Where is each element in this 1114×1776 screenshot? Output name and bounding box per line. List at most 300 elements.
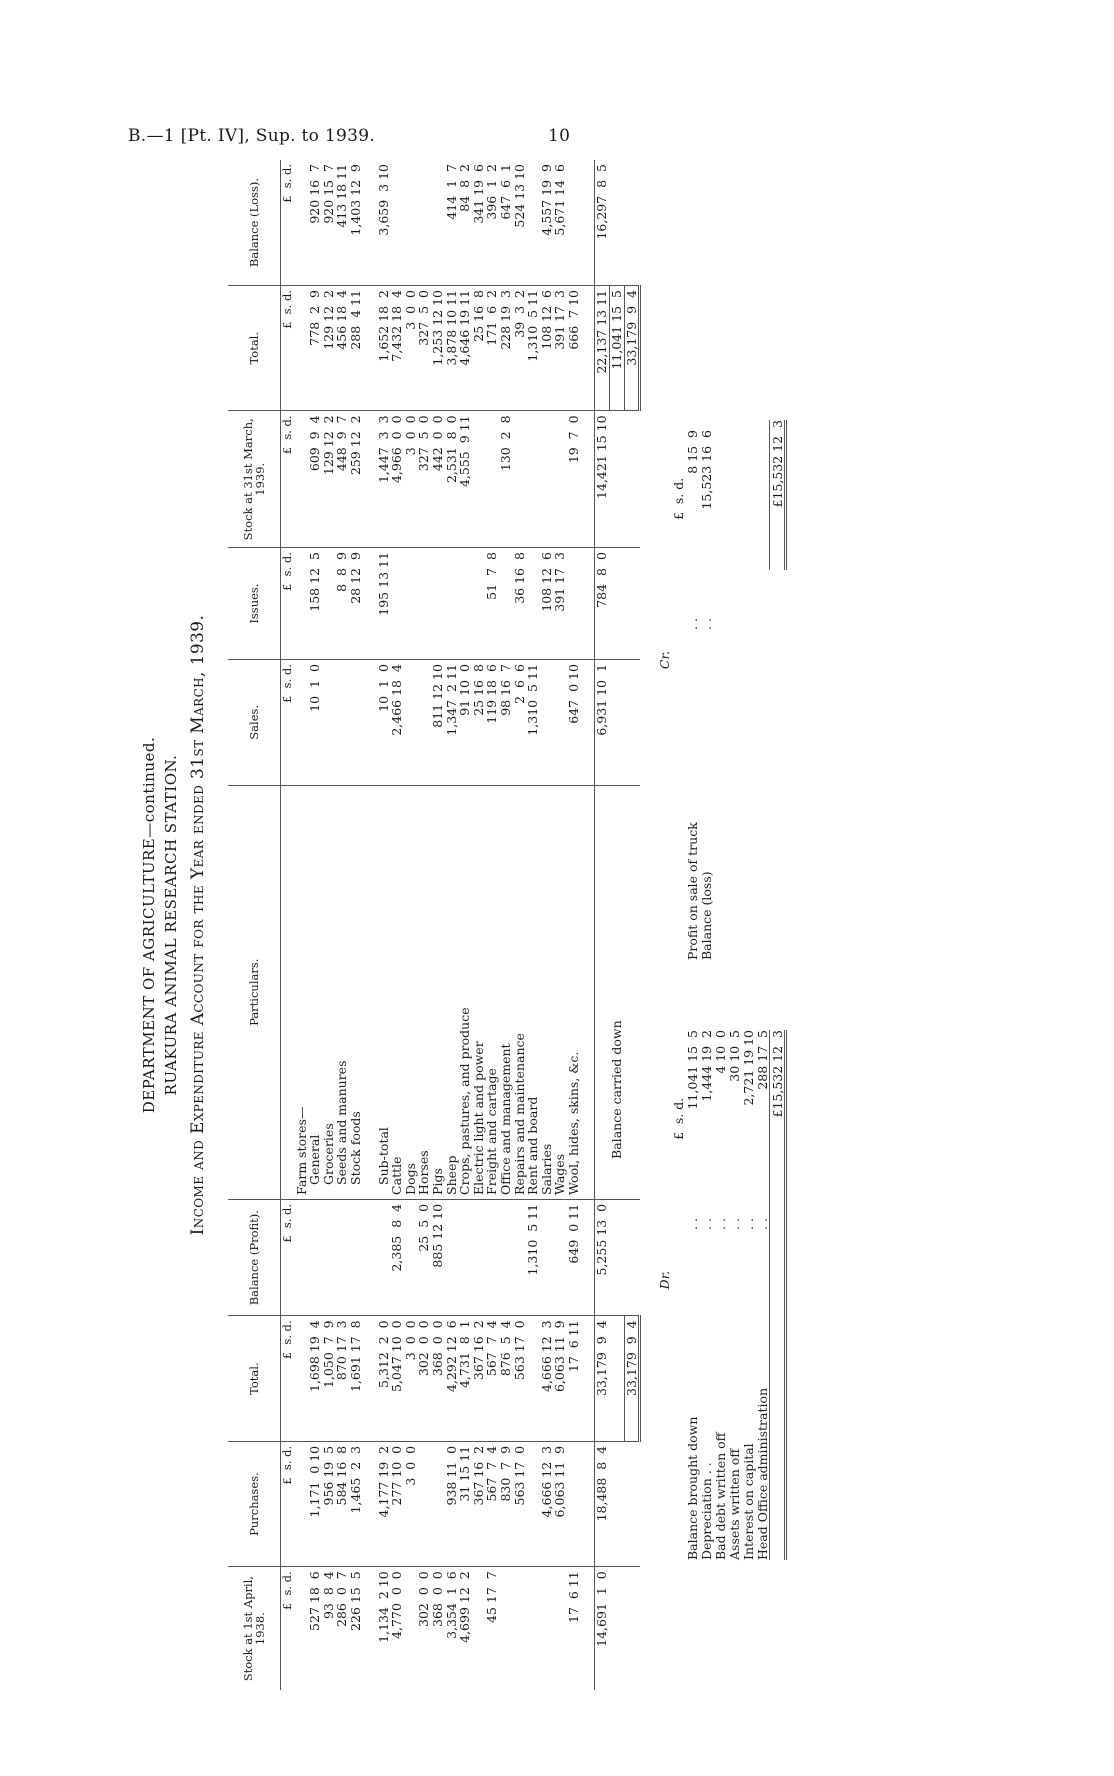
dr-label: Assets written off [727, 1448, 742, 1560]
dr-amount: 1,444 19 2 [699, 1030, 714, 1102]
amount-cell [580, 1567, 595, 1690]
amount-cell [349, 660, 363, 785]
amount-cell: 33,179 9 4 [595, 1316, 610, 1441]
amount-cell [610, 1316, 625, 1441]
amount-cell: 5,671 14 6 [553, 160, 567, 286]
amount-cell: 1,310 5 11 [526, 1199, 540, 1315]
amount-cell [540, 660, 554, 785]
amount-cell [363, 660, 377, 785]
amount-cell [526, 1316, 540, 1441]
amount-cell: 4,177 19 2 [377, 1441, 391, 1566]
amount-cell: 302 0 0 [417, 1316, 431, 1441]
amount-cell [580, 160, 595, 286]
amount-cell: 302 0 0 [416, 1571, 432, 1627]
amount-cell: 1,447 3 3 [377, 411, 391, 548]
amount-cell [610, 660, 625, 785]
particulars-cell: Dogs [404, 785, 418, 1199]
amount-cell [567, 1441, 581, 1566]
dr-label: Balance brought down [685, 1416, 700, 1560]
amount-cell: 6,063 11 9 [553, 1316, 567, 1441]
amount-cell: 2,466 18 4 [390, 660, 404, 785]
amount-cell: 1,347 2 11 [445, 660, 459, 785]
amount-cell: 584 16 8 [335, 1441, 349, 1566]
amount-cell [526, 548, 540, 660]
amount-cell [417, 548, 431, 660]
amount-cell [349, 1199, 363, 1315]
table-row [499, 160, 513, 1690]
amount-cell [322, 1199, 336, 1315]
amount-cell: 4,646 19 11 [458, 286, 472, 411]
table-row [624, 160, 640, 1690]
leader-dots: . . [755, 1218, 770, 1230]
dr-label: Bad debt written off [713, 1432, 728, 1560]
amount-cell: 391 17 3 [553, 286, 567, 411]
column-header: Purchases. [228, 1441, 281, 1566]
amount-cell: 563 17 0 [513, 1441, 527, 1566]
particulars-cell: Pigs [431, 785, 445, 1199]
dr-amount: 4 10 0 [713, 1030, 728, 1074]
table-row [417, 160, 431, 1690]
amount-cell: 3,354 1 6 [443, 1571, 459, 1639]
particulars-cell [363, 785, 377, 1199]
table-row [431, 160, 445, 1690]
amount-cell: 368 0 0 [431, 1316, 445, 1441]
dr-row [741, 1000, 755, 1560]
dr-row [685, 1000, 699, 1560]
table-row [308, 160, 322, 1690]
amount-cell: 920 16 7 [308, 160, 322, 286]
amount-cell: 1,310 5 11 [526, 660, 540, 785]
amount-cell [404, 660, 418, 785]
amount-cell [472, 1567, 486, 1690]
amount-cell [610, 1441, 625, 1566]
table-row [404, 160, 418, 1690]
amount-cell: 129 12 2 [322, 286, 336, 411]
amount-cell: 16,297 8 5 [595, 160, 610, 286]
amount-cell [513, 1567, 527, 1690]
amount-cell [624, 1441, 640, 1566]
table-row [540, 160, 554, 1690]
column-header-row [228, 160, 281, 1690]
column-header: Total. [228, 1316, 281, 1441]
amount-cell: 33,179 9 4 [624, 286, 640, 411]
amount-cell [363, 548, 377, 660]
account-body [295, 160, 640, 1690]
amount-cell [553, 660, 567, 785]
amount-cell: 130 2 8 [499, 411, 513, 548]
amount-cell: 6,063 11 9 [553, 1441, 567, 1566]
amount-cell: 956 19 5 [322, 1441, 336, 1566]
amount-cell [458, 548, 472, 660]
rotated-account-page [140, 160, 1100, 1690]
column-header: Total. [228, 286, 281, 411]
amount-cell: 286 0 7 [334, 1571, 350, 1627]
leader-dots: . . [713, 1218, 728, 1230]
amount-cell [295, 286, 309, 411]
amount-cell: 7,432 18 4 [390, 286, 404, 411]
amount-cell [567, 160, 581, 286]
amount-cell [335, 1199, 349, 1315]
amount-cell: 129 12 2 [322, 411, 336, 548]
credit-column [657, 360, 713, 960]
amount-cell [295, 160, 309, 286]
amount-cell [580, 411, 595, 548]
amount-cell: 567 7 4 [485, 1441, 499, 1566]
amount-cell: 938 11 0 [445, 1441, 459, 1566]
amount-cell: 14,421 15 10 [595, 411, 610, 548]
amount-cell: 563 17 0 [513, 1316, 527, 1441]
currency-label: £ s. d. [281, 411, 295, 548]
amount-cell [308, 1199, 322, 1315]
amount-cell: 17 6 11 [567, 1316, 581, 1441]
amount-cell: 4,770 0 0 [389, 1571, 405, 1639]
account-title: Income and Expenditure Account for the Year ended 31st March, 1939. [188, 614, 208, 1236]
dr-heading: Dr. [657, 1270, 672, 1290]
amount-cell: 18,488 8 4 [595, 1441, 610, 1566]
amount-cell: 1,171 0 10 [308, 1441, 322, 1566]
amount-cell: 1,310 5 11 [526, 286, 540, 411]
leader-dots: . . [741, 1218, 756, 1230]
amount-cell: 4,292 12 6 [445, 1316, 459, 1441]
table-row [363, 160, 377, 1690]
cr-amount: 15,523 16 6 [699, 430, 714, 510]
amount-cell [431, 1441, 445, 1566]
amount-cell: 413 18 11 [335, 160, 349, 286]
table-row [567, 160, 581, 1690]
amount-cell: 3 0 0 [404, 411, 418, 548]
particulars-cell: Farm stores— [295, 785, 309, 1199]
particulars-cell: Office and management [499, 785, 513, 1199]
table-row [458, 160, 472, 1690]
particulars-cell: Repairs and maintenance [513, 785, 527, 1199]
amount-cell: 367 16 2 [472, 1441, 486, 1566]
amount-cell: 1,050 7 9 [322, 1316, 336, 1441]
amount-cell: 10 1 0 [377, 660, 391, 785]
amount-cell [390, 548, 404, 660]
table-row [445, 160, 459, 1690]
dr-row [727, 1000, 741, 1560]
amount-cell [363, 1441, 377, 1566]
amount-cell: 22,137 13 11 [595, 286, 610, 411]
amount-cell: 1,403 12 9 [349, 160, 363, 286]
column-header: Stock at 31st March, 1939. [228, 411, 281, 548]
table-row [349, 160, 363, 1690]
currency-label: £ s. d. [281, 286, 295, 411]
amount-cell [295, 411, 309, 548]
amount-cell: 4,666 12 3 [540, 1441, 554, 1566]
particulars-cell: Wages [553, 785, 567, 1199]
amount-cell [540, 1199, 554, 1315]
amount-cell: 609 9 4 [308, 411, 322, 548]
amount-cell: 830 7 9 [499, 1441, 513, 1566]
column-header: Sales. [228, 660, 281, 785]
amount-cell [363, 1316, 377, 1441]
amount-cell: 2,531 8 0 [445, 411, 459, 548]
dr-amount: 288 17 5 [755, 1030, 770, 1090]
amount-cell [431, 548, 445, 660]
leader-dots: . . [699, 1218, 714, 1230]
amount-cell: 1,698 19 4 [308, 1316, 322, 1441]
particulars-cell: Seeds and manures [335, 785, 349, 1199]
amount-cell [526, 160, 540, 286]
currency-label: £ s. d. [281, 548, 295, 660]
column-header: Issues. [228, 548, 281, 660]
amount-cell: 259 12 2 [349, 411, 363, 548]
particulars-cell: Stock foods [349, 785, 363, 1199]
amount-cell [295, 1199, 309, 1315]
amount-cell [431, 160, 445, 286]
amount-cell [624, 1567, 640, 1690]
amount-cell [610, 160, 625, 286]
amount-cell: 524 13 10 [513, 160, 527, 286]
amount-cell [580, 548, 595, 660]
amount-cell: 25 16 8 [472, 660, 486, 785]
amount-cell [335, 660, 349, 785]
amount-cell [624, 160, 640, 286]
amount-cell: 277 10 0 [390, 1441, 404, 1566]
table-row [322, 160, 336, 1690]
dr-total: £15,532 12 3 [769, 1030, 787, 1560]
dr-amount: 30 10 5 [727, 1030, 742, 1082]
amount-cell: 3,659 3 10 [377, 160, 391, 286]
amount-cell: 4,557 19 9 [540, 160, 554, 286]
amount-cell: 228 19 3 [499, 286, 513, 411]
amount-cell: 4,966 0 0 [390, 411, 404, 548]
dr-amount: 2,721 19 10 [741, 1030, 756, 1106]
particulars-cell [624, 785, 640, 1199]
amount-cell: 5,255 13 0 [595, 1199, 610, 1315]
amount-cell: 327 5 0 [417, 286, 431, 411]
particulars-cell: Wool, hides, skins, &c. [567, 785, 581, 1199]
amount-cell [472, 548, 486, 660]
leader-dots: . . [727, 1218, 742, 1230]
amount-cell [553, 411, 567, 548]
amount-cell [377, 1199, 391, 1315]
amount-cell: 93 8 4 [320, 1571, 336, 1620]
amount-cell: 39 3 2 [513, 286, 527, 411]
amount-cell: 8 8 9 [335, 548, 349, 660]
amount-cell: 448 9 7 [335, 411, 349, 548]
amount-cell: 25 5 0 [417, 1199, 431, 1315]
dr-row [713, 1000, 727, 1560]
amount-cell [553, 1567, 567, 1690]
particulars-cell: Electric light and power [472, 785, 486, 1199]
cr-rows [685, 360, 713, 960]
amount-cell [485, 411, 499, 548]
amount-cell [363, 1199, 377, 1315]
amount-cell [499, 1199, 513, 1315]
amount-cell: 1,465 2 3 [349, 1441, 363, 1566]
amount-cell: 108 12 6 [540, 548, 554, 660]
currency-label: £ s. d. [280, 1571, 294, 1611]
amount-cell [610, 548, 625, 660]
amount-cell [624, 548, 640, 660]
column-header: Stock at 1st April, 1938. [228, 1567, 281, 1690]
debit-column [657, 1000, 787, 1560]
cr-label: Balance (loss) [699, 871, 714, 960]
amount-cell: 33,179 9 4 [624, 1316, 640, 1441]
amount-cell: 527 18 6 [307, 1571, 323, 1631]
particulars-cell: Freight and cartage [485, 785, 499, 1199]
particulars-cell: Horses [417, 785, 431, 1199]
amount-cell [567, 548, 581, 660]
amount-cell [404, 160, 418, 286]
amount-cell [624, 1199, 640, 1315]
amount-cell [295, 1567, 309, 1690]
amount-cell: 327 5 0 [417, 411, 431, 548]
amount-cell: 391 17 3 [553, 548, 567, 660]
cr-row [699, 360, 713, 960]
amount-cell: 17 6 11 [565, 1571, 581, 1623]
amount-cell: 3 0 0 [404, 1441, 418, 1566]
page-number: 10 [548, 126, 571, 146]
amount-cell: 288 4 11 [349, 286, 363, 411]
amount-cell: 666 7 10 [567, 286, 581, 411]
particulars-cell: Sheep [445, 785, 459, 1199]
particulars-cell: Sub-total [377, 785, 391, 1199]
amount-cell [580, 1199, 595, 1315]
currency-label: £ s. d. [281, 160, 295, 286]
table-row [526, 160, 540, 1690]
amount-cell: 870 17 3 [335, 1316, 349, 1441]
particulars-cell: Cattle [390, 785, 404, 1199]
amount-cell: 45 17 7 [484, 1571, 500, 1623]
currency-row [281, 160, 295, 1690]
amount-cell [610, 1567, 625, 1690]
account-table [228, 160, 641, 1690]
page-reference: B.—1 [Pt. IV], Sup. to 1939. [128, 126, 376, 146]
amount-cell: 647 0 10 [567, 660, 581, 785]
amount-cell [513, 411, 527, 548]
column-header: Balance (Profit). [228, 1199, 281, 1315]
amount-cell: 25 16 8 [472, 286, 486, 411]
particulars-cell [595, 785, 610, 1199]
cr-amount: 8 15 9 [685, 430, 700, 474]
amount-cell [553, 1199, 567, 1315]
amount-cell [295, 1441, 309, 1566]
amount-cell [499, 1567, 513, 1690]
station-title: RUAKURA ANIMAL RESEARCH STATION. [162, 754, 180, 1096]
amount-cell: 5,047 10 0 [390, 1316, 404, 1441]
table-row [513, 160, 527, 1690]
amount-cell: 885 12 10 [431, 1199, 445, 1315]
amount-cell [540, 411, 554, 548]
amount-cell [540, 1567, 554, 1690]
page-header [128, 126, 628, 146]
dr-row [755, 1000, 769, 1560]
amount-cell: 14,691 1 0 [595, 1567, 610, 1690]
currency-label: £ s. d. [281, 1316, 295, 1441]
amount-cell [390, 160, 404, 286]
particulars-cell: Crops, pastures, and produce [458, 785, 472, 1199]
table-row [610, 160, 625, 1690]
particulars-cell: Rent and board [526, 785, 540, 1199]
amount-cell: 3 0 0 [404, 1316, 418, 1441]
amount-cell: 171 6 2 [485, 286, 499, 411]
leader-dots: . . [699, 618, 714, 630]
amount-cell: 367 16 2 [472, 1316, 486, 1441]
amount-cell [580, 286, 595, 411]
amount-cell [580, 660, 595, 785]
amount-cell [610, 1199, 625, 1315]
table-row [377, 160, 391, 1690]
amount-cell: 51 7 8 [485, 548, 499, 660]
amount-cell: 91 10 0 [458, 660, 472, 785]
amount-cell: 778 2 9 [308, 286, 322, 411]
table-row [553, 160, 567, 1690]
dr-currency: £ s. d. [671, 1097, 686, 1140]
column-header: Particulars. [228, 785, 281, 1199]
dr-amount: 11,041 15 5 [685, 1030, 700, 1110]
leader-dots: . . [685, 618, 700, 630]
amount-cell [485, 1199, 499, 1315]
amount-cell: 108 12 6 [540, 286, 554, 411]
amount-cell: 649 0 11 [567, 1199, 581, 1315]
amount-cell: 4,731 8 1 [458, 1316, 472, 1441]
amount-cell [363, 286, 377, 411]
amount-cell [526, 1441, 540, 1566]
table-row [472, 160, 486, 1690]
amount-cell: 158 12 5 [308, 548, 322, 660]
leader-dots: . . [685, 1218, 700, 1230]
amount-cell [404, 548, 418, 660]
amount-cell: 31 15 11 [458, 1441, 472, 1566]
amount-cell [458, 1199, 472, 1315]
amount-cell [417, 660, 431, 785]
amount-cell: 784 8 0 [595, 548, 610, 660]
amount-cell: 567 7 4 [485, 1316, 499, 1441]
amount-cell: 456 18 4 [335, 286, 349, 411]
amount-cell [363, 1567, 377, 1690]
amount-cell [624, 660, 640, 785]
amount-cell: 36 16 8 [513, 548, 527, 660]
table-row [390, 160, 404, 1690]
amount-cell: 84 8 2 [458, 160, 472, 286]
table-row [595, 160, 610, 1690]
amount-cell: 876 5 4 [499, 1316, 513, 1441]
amount-cell: 5,312 2 0 [377, 1316, 391, 1441]
amount-cell: 10 1 0 [308, 660, 322, 785]
amount-cell [295, 1316, 309, 1441]
amount-cell: 3 0 0 [404, 286, 418, 411]
cr-heading: Cr. [657, 650, 672, 670]
amount-cell: 920 15 7 [322, 160, 336, 286]
amount-cell [322, 548, 336, 660]
amount-cell: 1,652 18 2 [377, 286, 391, 411]
summary-section [657, 360, 957, 1560]
table-row [335, 160, 349, 1690]
amount-cell: 341 19 6 [472, 160, 486, 286]
dr-label: Interest on capital [741, 1443, 756, 1560]
amount-cell [472, 1199, 486, 1315]
particulars-cell: General [308, 785, 322, 1199]
amount-cell: 19 7 0 [567, 411, 581, 548]
amount-cell: 4,666 12 3 [540, 1316, 554, 1441]
amount-cell: 119 18 6 [485, 660, 499, 785]
amount-cell: 4,699 12 2 [457, 1571, 473, 1643]
table-row [295, 160, 309, 1690]
amount-cell [417, 1441, 431, 1566]
amount-cell: 414 1 7 [445, 160, 459, 286]
amount-cell: 195 13 11 [377, 548, 391, 660]
amount-cell [417, 160, 431, 286]
amount-cell [363, 411, 377, 548]
amount-cell: 1,134 2 10 [375, 1571, 391, 1643]
amount-cell: 647 6 1 [499, 160, 513, 286]
amount-cell: 4,555 9 11 [458, 411, 472, 548]
amount-cell: 98 16 7 [499, 660, 513, 785]
cr-currency: £ s. d. [671, 477, 686, 520]
